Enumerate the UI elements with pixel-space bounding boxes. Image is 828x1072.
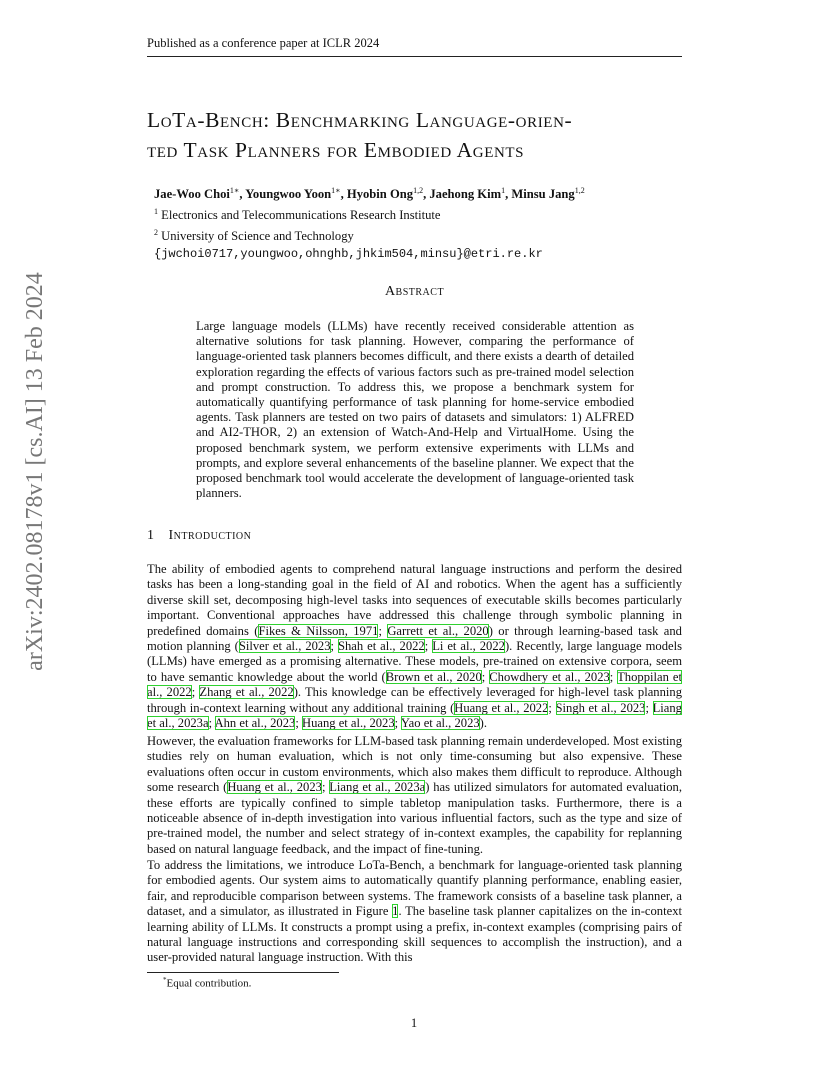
citation-separator: ; <box>424 639 433 654</box>
affil-sup: 2 <box>154 228 158 238</box>
author-emails: {jwchoi0717,youngwoo,ohnghb,jhkim504,minsu}@etri.re.kr <box>154 246 543 261</box>
paper-title <box>147 105 687 165</box>
intro-paragraph-2 <box>147 734 682 857</box>
abstract-text: Large language models (LLMs) have recently received considerable attention as alternative solutions for task planning. However, comparing the performance of language-oriented task planners becomes difficult, and there exists a dearth of detailed exploration regarding the effects of various factors such as pre-trained model selection and prompt construction. To address this, we propose a benchmark system for automatically quantifying performance of task planning for home-service embodied agents. Task planners are tested on two pairs of datasets and simulators: 1) ALFRED and AI2-THOR, 2) an extension of Watch-And-Help and VirtualHome. Using the proposed benchmark system, we perform extensive experiments with LLMs and prompts, and explore several enhancements of the baseline planner. We expect that the proposed benchmark tool would accelerate the development of language-oriented task planners. <box>196 319 634 501</box>
citation-link[interactable]: Li et al., 2022 <box>432 639 505 654</box>
author-name: Minsu Jang <box>511 187 575 202</box>
citation-link[interactable]: Brown et al., 2020 <box>385 669 482 684</box>
title-line-1: LoTa-Bench: Benchmarking Language-orien- <box>147 108 573 132</box>
arxiv-stamp-text: arXiv:2402.08178v1 [cs.AI] 13 Feb 2024 <box>21 271 48 671</box>
body-text: The ability of embodied agents to comprehend natural language instructions and perform the desired tasks has been a long-standing goal in the field of AI and robotics. When the agent has a sufficiently diverse skill set, decomposing high-level tasks into sequences of executable skills becomes particularly important. Conventional approaches have addressed this challenge through symbolic planning in predefined domains ( <box>147 562 682 638</box>
author-affil-sup: 1∗ <box>331 186 341 195</box>
affiliation-1 <box>154 203 674 224</box>
citation-separator: ; <box>394 716 401 731</box>
author-affil-sup: 1,2 <box>413 186 424 195</box>
citation-link[interactable]: Ahn et al., 2023 <box>214 716 296 731</box>
citation-link[interactable]: Thoppilan et al., 2022 <box>147 669 682 700</box>
citation-separator: ; <box>548 700 556 715</box>
author-affil-sup: 1,2 <box>574 186 585 195</box>
footnote-divider <box>147 972 339 973</box>
citation-separator: ; <box>330 639 338 654</box>
citation-link[interactable]: Huang et al., 2022 <box>454 700 549 715</box>
body-text: . The baseline task planner capitalizes on the in-context learning ability of LLMs. It constructs a prompt using a prefix, in-context examples (comprising pairs of natural language instructions and corresponding skill sequences to accomplish the instruction), and a user-provided natural language instruction. With this <box>147 904 682 965</box>
citation-link[interactable]: Garrett et al., 2020 <box>387 623 489 638</box>
citation-separator: ; <box>208 716 215 731</box>
running-head: Published as a conference paper at ICLR 2024 <box>147 36 682 57</box>
body-text: To address the limitations, we introduce LoTa-Bench, a benchmark for language-oriented task planning for embodied agents. Our system aims to automatically quantify planning performance, enabling easier, fair, and reproducible comparison between systems. The framework consists of a baseline task planner, a dataset, and a simulator, as illustrated in Figure <box>147 858 682 919</box>
body-text: ). Recently, large language models (LLMs) have emerged as a promising alternative. These models, pre-trained on extensive corpora, seem to have semantic knowledge about the world ( <box>147 639 682 684</box>
citation-separator: ; <box>378 623 388 638</box>
citation-link[interactable]: Liang et al., 2023a <box>147 700 682 731</box>
author-name: Jaehong Kim <box>429 187 502 202</box>
citation-link[interactable]: Liang et al., 2023a <box>329 780 426 795</box>
section-heading-introduction <box>147 528 251 544</box>
citation-separator: ; <box>191 685 200 700</box>
page-number: 1 <box>410 1016 418 1030</box>
author-name: Jae-Woo Choi <box>154 187 230 202</box>
arxiv-stamp <box>21 271 48 671</box>
citation-link[interactable]: Silver et al., 2023 <box>238 639 331 654</box>
abstract-heading: Abstract <box>384 284 445 299</box>
author-name: Hyobin Ong <box>346 187 414 202</box>
affiliation-2 <box>154 224 674 245</box>
citation-link[interactable]: Huang et al., 2023 <box>301 716 395 731</box>
section-title: Introduction <box>168 528 252 543</box>
author-name: Youngwoo Yoon <box>245 187 332 202</box>
footnote <box>163 976 251 990</box>
title-line-2: ted Task Planners for Embodied Agents <box>147 138 525 162</box>
affiliation-text: Electronics and Telecommunications Research Institute <box>161 208 441 223</box>
citation-separator: ; <box>609 669 618 684</box>
intro-paragraph-1 <box>147 562 682 731</box>
affiliation-text: University of Science and Technology <box>161 229 354 244</box>
citation-link[interactable]: Zhang et al., 2022 <box>199 685 294 700</box>
affil-sup: 1 <box>154 207 158 217</box>
citation-separator: ; <box>321 780 330 795</box>
author-affil-sup: 1 <box>501 186 506 195</box>
body-text: ). <box>479 716 488 731</box>
footnote-mark: * <box>163 976 167 984</box>
author-affil-sup: 1∗ <box>229 186 240 195</box>
citation-link[interactable]: Yao et al., 2023 <box>400 716 480 731</box>
citation-link[interactable]: Chowdhery et al., 2023 <box>489 669 610 684</box>
body-text: ) has utilized simulators for automated evaluation, these efforts are typically confined to simple tabletop manipulation tasks. Furthermore, there is a noticeable absence of in-depth investigation into various influential factors, such as the type and size of pre-trained model, the number and select strategy of in-context examples, the capability for replanning based on natural language feedback, and the impact of fine-tuning. <box>147 780 682 856</box>
figure-ref-link[interactable]: 1 <box>392 904 399 919</box>
footnote-text: Equal contribution. <box>166 977 252 990</box>
citation-link[interactable]: Huang et al., 2023 <box>227 780 322 795</box>
intro-paragraph-3 <box>147 858 682 966</box>
section-number: 1 <box>147 528 155 543</box>
body-text: However, the evaluation frameworks for LLM-based task planning remain underdeveloped. Most existing studies rely on human evaluation, which is not only time-consuming but also expensive. These evaluations often occur in custom environments, which also makes them difficult to reproduce. Although some research ( <box>147 734 682 795</box>
body-text: ) or through learning-based task and motion planning ( <box>147 623 682 654</box>
citation-link[interactable]: Shah et al., 2022 <box>337 639 425 654</box>
author-block <box>154 182 674 263</box>
citation-separator: ; <box>295 716 302 731</box>
citation-link[interactable]: Fikes & Nilsson, 1971 <box>258 623 379 638</box>
author-names: Jae-Woo Choi$^{1∗}$, Youngwoo Yoon$^{1∗}$, Hyobin Ong$^{1,2}$, Jaehong Kim$^1$, Minsu Jang$^{1,2}$ <box>154 186 585 202</box>
citation-link[interactable]: Singh et al., 2023 <box>555 700 646 715</box>
citation-separator: ; <box>645 700 653 715</box>
citation-separator: ; <box>481 669 490 684</box>
body-text: ). This knowledge can be effectively leveraged for high-level task planning through in-context learning without any additional training ( <box>147 685 682 715</box>
